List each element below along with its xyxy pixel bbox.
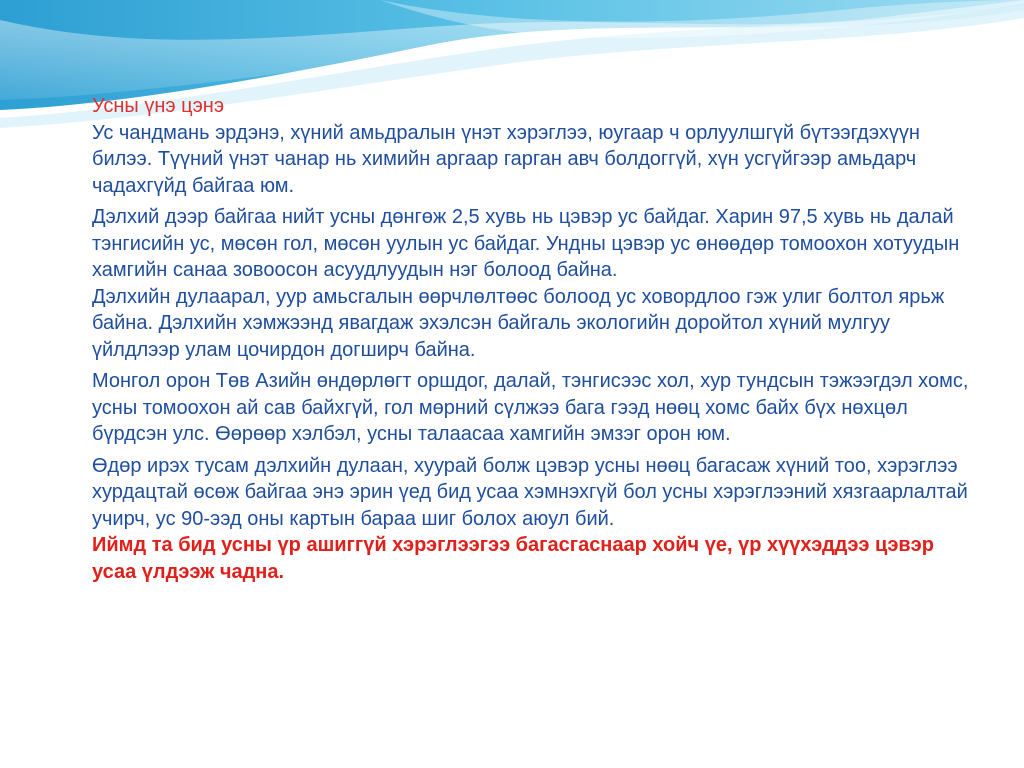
paragraph-3: Дэлхийн дулаарал, уур амьсгалын өөрчлөлтөөс болоод ус ховордлоо гэж улиг болтол ярьж байна. Дэлхийн хэмжээнд явагдаж эхэлсэн байгаль экологийн доройтол хүний мулгуу үйлдлээр улам цочирдон догширч байна. [92,285,945,361]
slide-content [92,93,972,585]
conclusion-text: Иймд та бид усны үр ашиггүй хэрэглээгээ багасгаснаар хойч үе, үр хүүхэддээ цэвэр усаа үлдээж чадна. [92,534,934,583]
slide-title: Усны үнэ цэнэ [92,95,225,117]
paragraph-1: Ус чандмань эрдэнэ, хүний амьдралын үнэт хэрэглээ, юугаар ч орлуулшгүй бүтээгдэхүүн билээ. Түүний үнэт чанар нь химийн аргаар гарган авч болдоггүй, хүн усгүйгээр амьдарч чадахгүйд байгаа юм. [92,121,920,197]
paragraph-4: Монгол орон Төв Азийн өндөрлөгт оршдог, далай, тэнгисээс хол, хур тундсын тэжээгдэл хомс, усны томоохон ай сав байхгүй, гол мөрний сүлжээ бага гээд нөөц хомс байх бүх нөхцөл бүрдсэн улс. Өөрөөр хэлбэл, усны талаасаа хамгийн эмзэг орон юм. [92,370,969,445]
paragraph-5: Өдөр ирэх тусам дэлхийн дулаан, хуурай болж цэвэр усны нөөц багасаж хүний тоо, хэрэглээ хурдацтай өсөж байгаа энэ эрин үед бид усаа хэмнэхгүй бол усны хэрэглээний хязгаарлалтай учирч, ус 90-ээд оны картын бараа шиг болох аюул бий. [92,454,968,530]
paragraph-2: Дэлхий дээр байгаа нийт усны дөнгөж 2,5 хувь нь цэвэр ус байдаг. Харин 97,5 хувь нь далай тэнгисийн ус, мөсөн гол, мөсөн уулын ус байдаг. Ундны цэвэр ус өнөөдөр томоохон хотуудын хамгийн санаа зовоосон асуудлуудын нэг болоод байна. [92,206,960,281]
